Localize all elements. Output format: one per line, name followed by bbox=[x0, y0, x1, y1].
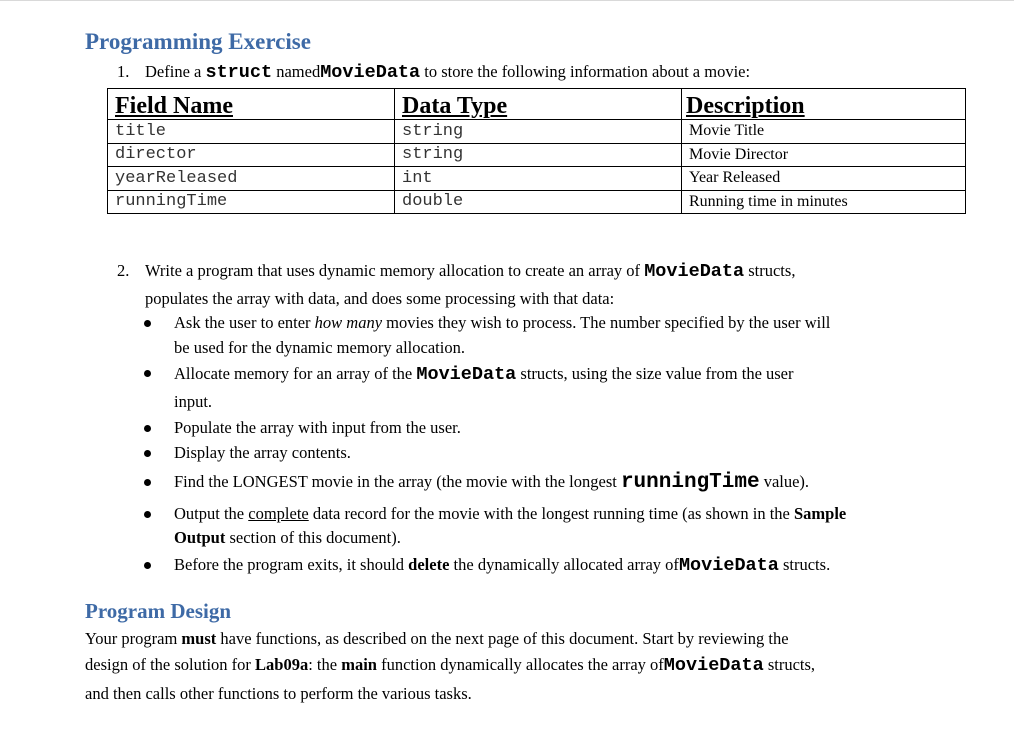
heading-programming-exercise: Programming Exercise bbox=[85, 29, 311, 54]
table-row bbox=[108, 190, 966, 214]
bullet-2-line-1 bbox=[174, 363, 794, 385]
cell-field: director bbox=[108, 143, 395, 167]
item-1-text-after: to store the following information about a movie: bbox=[424, 62, 751, 81]
item-1-number: 1. bbox=[117, 62, 130, 81]
bullet-dot bbox=[144, 425, 151, 432]
item-1-text-middle: named bbox=[276, 62, 321, 81]
bullet-dot bbox=[144, 479, 151, 486]
item-1-text-before: Define a bbox=[145, 62, 202, 81]
cell-description: Movie Director bbox=[682, 143, 966, 167]
struct-name: MovieData bbox=[416, 364, 517, 385]
bullet-2-before: Allocate memory for an array of the bbox=[174, 364, 413, 383]
cell-description: Year Released bbox=[682, 167, 966, 191]
bullet-6-bold: Sample bbox=[794, 504, 847, 523]
bullet-5-after: value). bbox=[763, 472, 810, 491]
bullet-1-italic: how many bbox=[314, 313, 383, 332]
cell-type: int bbox=[395, 167, 682, 191]
bullet-6-line-2-bold: Output bbox=[174, 528, 226, 547]
bullet-6-before: Output the bbox=[174, 504, 245, 523]
bullet-7-after: structs. bbox=[782, 555, 831, 574]
bullet-dot bbox=[144, 562, 151, 569]
design-p1-bold: must bbox=[181, 629, 217, 648]
design-line-1 bbox=[85, 628, 789, 649]
bullet-2-after: structs, using the size value from the user bbox=[520, 364, 794, 383]
design-p2-before: design of the solution for bbox=[85, 655, 251, 674]
struct-keyword: struct bbox=[205, 62, 273, 83]
bullet-7-middle: the dynamically allocated array of bbox=[453, 555, 679, 574]
item-2-line-1-after: structs, bbox=[748, 261, 796, 280]
item-2-line-1 bbox=[145, 260, 795, 282]
table-row bbox=[108, 167, 966, 191]
bullet-7-before: Before the program exits, it should bbox=[174, 555, 405, 574]
table-row bbox=[108, 120, 966, 144]
item-2-line-1-before: Write a program that uses dynamic memory allocation to create an array of bbox=[145, 261, 641, 280]
table-row bbox=[108, 143, 966, 167]
bullet-4: Display the array contents. bbox=[174, 443, 351, 462]
bullet-5-before: Find the LONGEST movie in the array (the movie with the longest bbox=[174, 472, 617, 491]
cell-type: string bbox=[395, 120, 682, 144]
design-p2-bold: Lab09a bbox=[255, 655, 309, 674]
design-p2-after: structs, bbox=[767, 655, 816, 674]
bullet-1-line-1 bbox=[174, 312, 830, 333]
running-time-field: runningTime bbox=[620, 471, 760, 494]
item-1-text bbox=[145, 61, 750, 83]
bullet-6-middle: data record for the movie with the longest running time (as shown in the bbox=[312, 504, 790, 523]
cell-type: string bbox=[395, 143, 682, 167]
bullet-dot bbox=[144, 320, 151, 327]
bullet-1-line-2: be used for the dynamic memory allocation. bbox=[174, 338, 465, 357]
bullet-6-line-2-after: section of this document). bbox=[229, 528, 401, 547]
cell-field: runningTime bbox=[108, 190, 395, 214]
design-line-2 bbox=[85, 654, 815, 676]
bullet-dot bbox=[144, 450, 151, 457]
table-header-row bbox=[108, 89, 966, 120]
bullet-6-line-1 bbox=[174, 503, 846, 524]
cell-field: title bbox=[108, 120, 395, 144]
header-field-name: Field Name bbox=[108, 89, 395, 120]
bullet-dot bbox=[144, 370, 151, 377]
bullet-dot bbox=[144, 511, 151, 518]
cell-description: Running time in minutes bbox=[682, 190, 966, 214]
struct-name: MovieData bbox=[644, 261, 745, 282]
design-p1-before: Your program bbox=[85, 629, 178, 648]
bullet-3: Populate the array with input from the user. bbox=[174, 418, 461, 437]
cell-type: double bbox=[395, 190, 682, 214]
bullet-7 bbox=[174, 554, 830, 576]
cell-description: Movie Title bbox=[682, 120, 966, 144]
bullet-1-before: Ask the user to enter bbox=[174, 313, 311, 332]
bullet-6-line-2 bbox=[174, 527, 401, 548]
bullet-1-after: movies they wish to process. The number specified by the user will bbox=[386, 313, 831, 332]
bullet-7-bold: delete bbox=[408, 555, 450, 574]
fields-table bbox=[107, 88, 966, 214]
item-2-line-2: populates the array with data, and does some processing with that data: bbox=[145, 289, 615, 308]
design-p1-after: have functions, as described on the next page of this document. Start by reviewing the bbox=[220, 629, 789, 648]
struct-name: MovieData bbox=[663, 655, 764, 676]
bullet-5 bbox=[174, 471, 809, 493]
bullet-2-line-2: input. bbox=[174, 392, 213, 411]
cell-field: yearReleased bbox=[108, 167, 395, 191]
design-p2-middle: : the bbox=[308, 655, 338, 674]
bullet-6-underline: complete bbox=[248, 504, 309, 523]
header-data-type: Data Type bbox=[395, 89, 682, 120]
struct-name: MovieData bbox=[678, 555, 779, 576]
struct-name: MovieData bbox=[320, 62, 421, 83]
header-description: Description bbox=[682, 89, 966, 120]
item-2-number: 2. bbox=[117, 261, 130, 280]
design-p2-bold2: main bbox=[341, 655, 377, 674]
heading-program-design: Program Design bbox=[85, 599, 232, 623]
top-border bbox=[0, 0, 1014, 1]
design-p2-middle2: function dynamically allocates the array of bbox=[381, 655, 664, 674]
design-line-3: and then calls other functions to perform the various tasks. bbox=[85, 684, 472, 703]
